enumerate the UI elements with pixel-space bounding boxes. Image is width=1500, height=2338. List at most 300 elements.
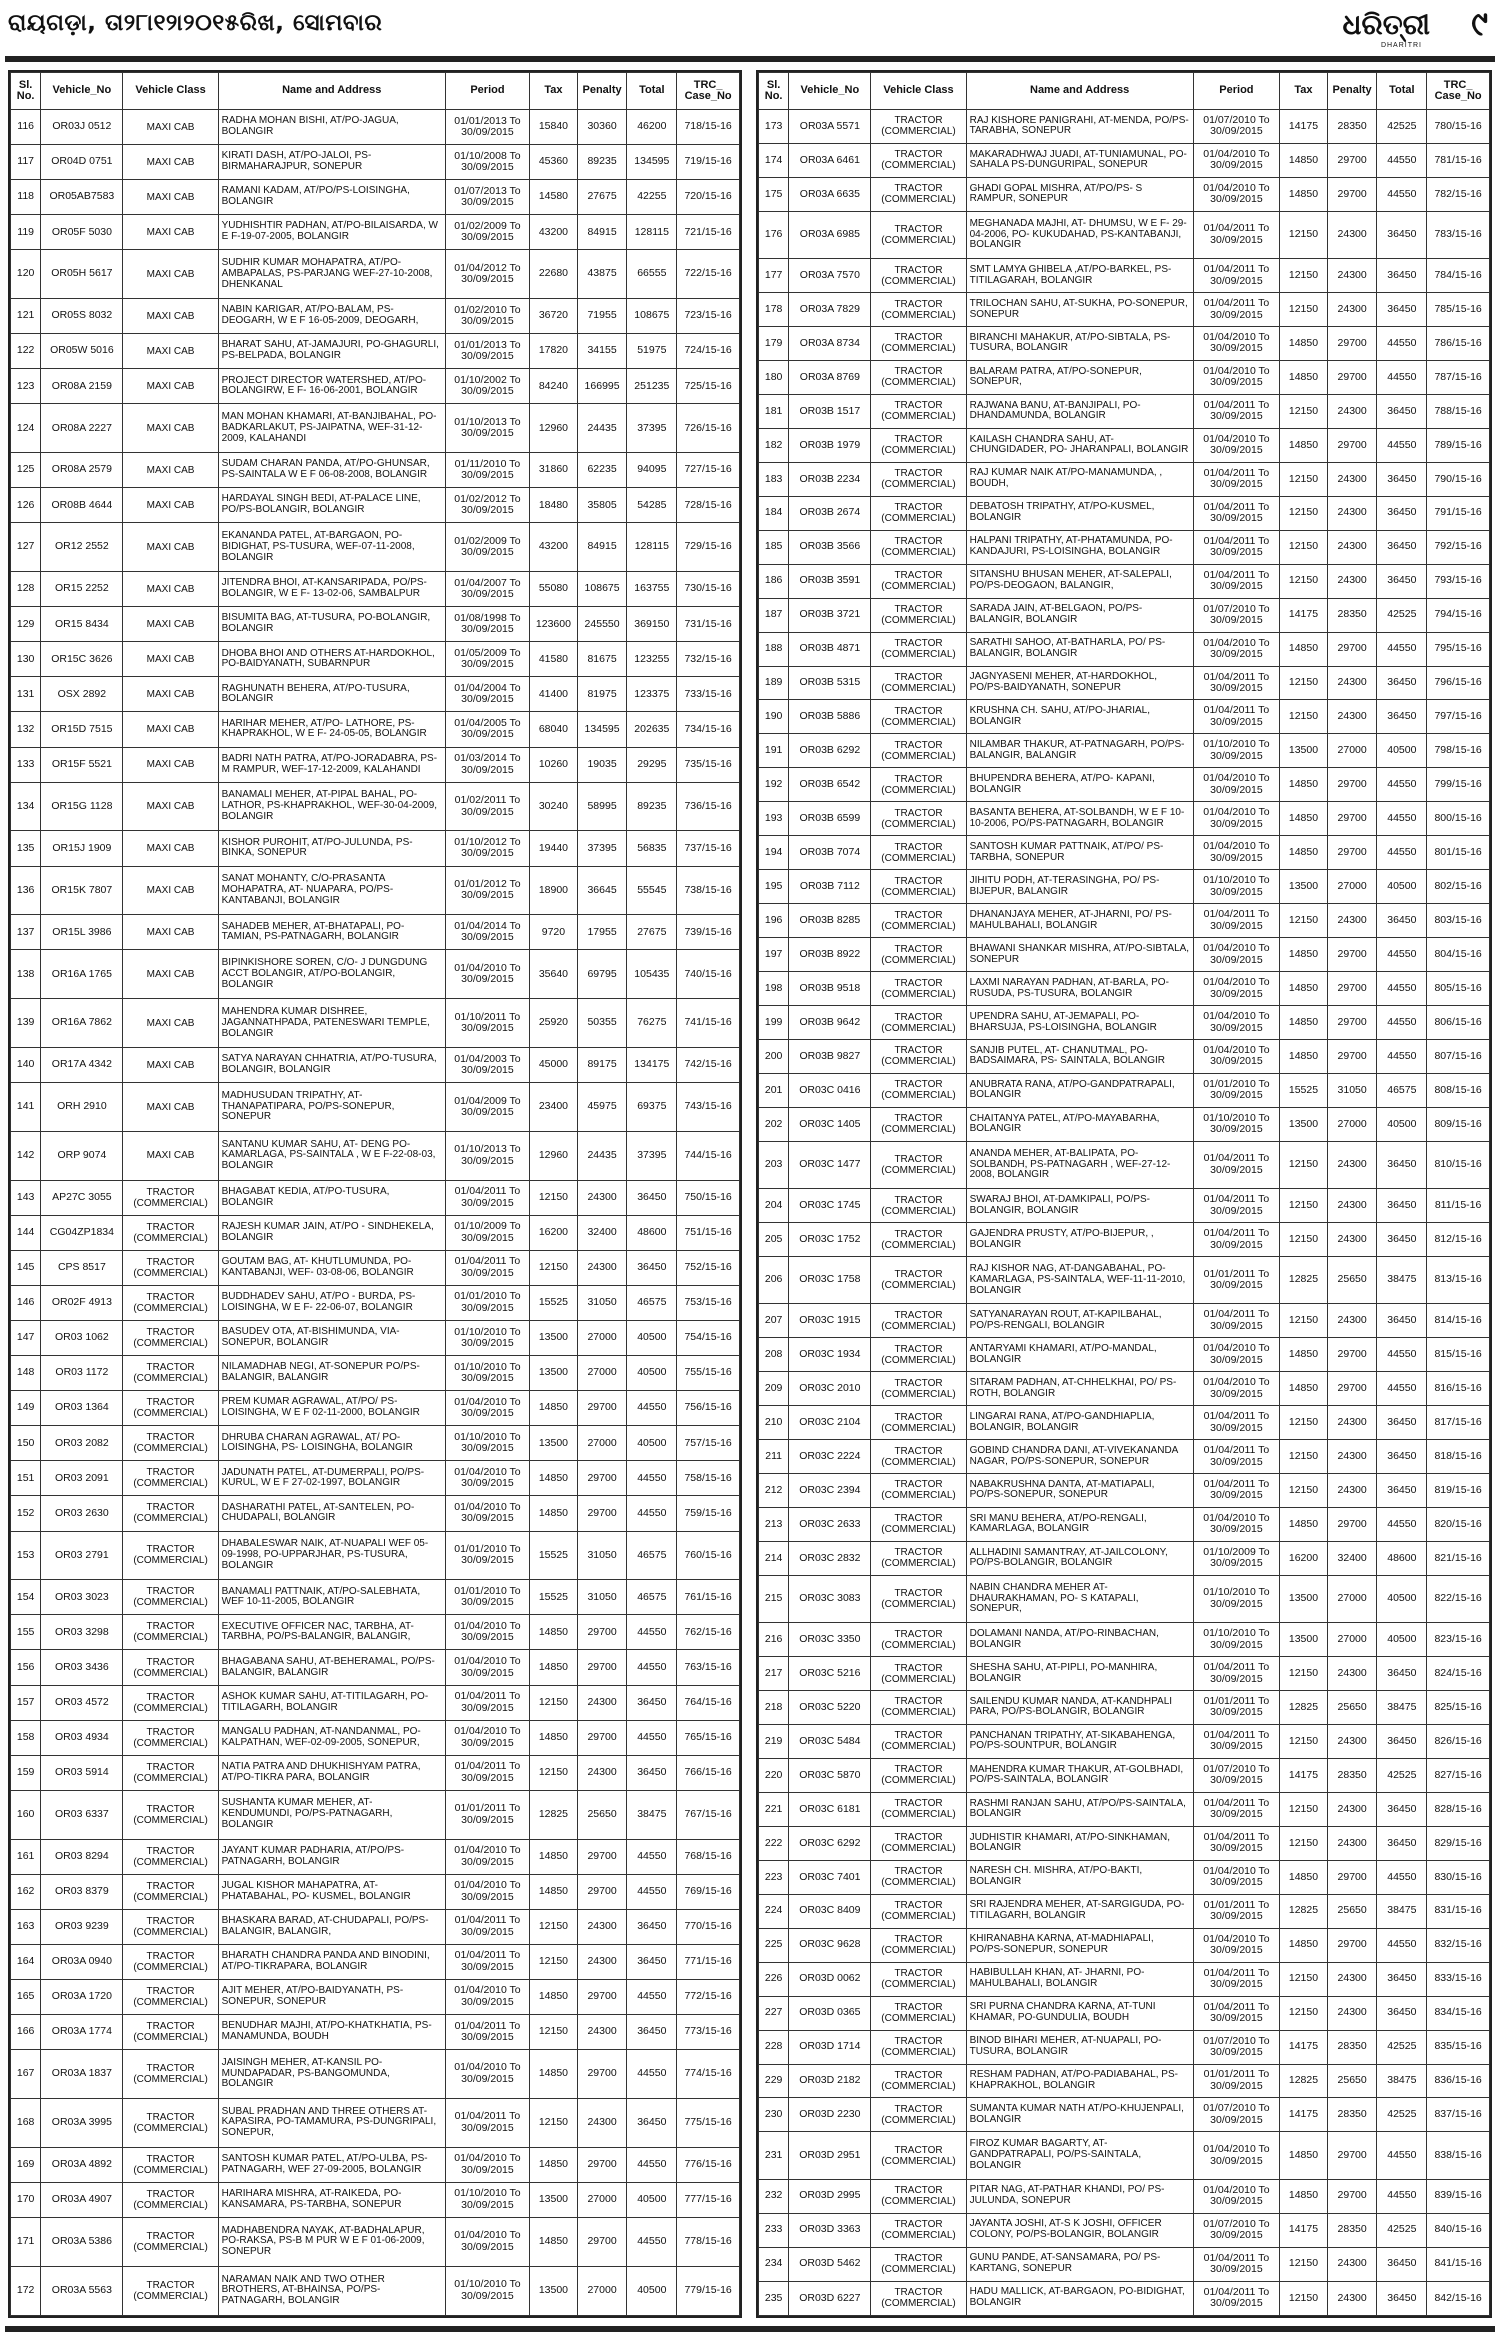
table-row bbox=[11, 1083, 740, 1132]
column-header: Name and Address bbox=[966, 73, 1193, 110]
penalty-cell: 29700 bbox=[1327, 632, 1377, 666]
tax-cell: 35640 bbox=[530, 950, 578, 999]
sl-no-cell: 140 bbox=[11, 1048, 41, 1083]
trc-case-no-cell: 821/15-16 bbox=[1427, 1541, 1490, 1575]
table-row bbox=[759, 293, 1490, 327]
table-row bbox=[759, 564, 1490, 598]
penalty-cell: 24300 bbox=[1327, 1996, 1377, 2030]
penalty-cell: 30360 bbox=[577, 110, 627, 145]
trc-case-no-cell: 838/15-16 bbox=[1427, 2132, 1490, 2179]
total-cell: 36450 bbox=[1377, 904, 1427, 938]
sl-no-cell: 209 bbox=[759, 1372, 789, 1406]
period-cell: 01/10/2009 To 30/09/2015 bbox=[1193, 1541, 1280, 1575]
tax-cell: 31860 bbox=[530, 453, 578, 488]
tax-cell: 15525 bbox=[530, 1531, 578, 1580]
vehicle-class-cell: TRACTOR (COMMERCIAL) bbox=[123, 1356, 218, 1391]
period-cell: 01/02/2012 To 30/09/2015 bbox=[445, 488, 529, 523]
table-row bbox=[759, 1691, 1490, 1725]
penalty-cell: 24300 bbox=[1327, 2247, 1377, 2281]
total-cell: 163755 bbox=[627, 572, 677, 607]
name-address-cell: BALARAM PATRA, AT/PO-SONEPUR, SONEPUR, bbox=[966, 360, 1193, 394]
trc-case-no-cell: 765/15-16 bbox=[677, 1720, 740, 1755]
total-cell: 46575 bbox=[627, 1531, 677, 1580]
tax-cell: 123600 bbox=[530, 607, 578, 642]
vehicle-class-cell: TRACTOR (COMMERCIAL) bbox=[871, 1623, 966, 1657]
vehicle-no-cell: OR03C 1405 bbox=[789, 1107, 871, 1141]
total-cell: 44550 bbox=[1377, 2179, 1427, 2213]
vehicle-no-cell: OR03A 4907 bbox=[41, 2182, 123, 2217]
tax-cell: 16200 bbox=[530, 1215, 578, 1250]
period-cell: 01/04/2010 To 30/09/2015 bbox=[1193, 1507, 1280, 1541]
penalty-cell: 34155 bbox=[577, 334, 627, 369]
period-cell: 01/01/2011 To 30/09/2015 bbox=[1193, 1257, 1280, 1304]
vehicle-no-cell: OR03 1172 bbox=[41, 1356, 123, 1391]
vehicle-class-cell: MAXI CAB bbox=[123, 369, 218, 404]
period-cell: 01/01/2010 To 30/09/2015 bbox=[445, 1285, 529, 1320]
name-address-cell: BUDDHADEV SAHU, AT/PO - BURDA, PS- LOISINGHA, W E F- 22-06-07, BOLANGIR bbox=[218, 1285, 445, 1320]
name-address-cell: SHESHA SAHU, AT-PIPLI, PO-MANHIRA, BOLANGIR bbox=[966, 1657, 1193, 1691]
period-cell: 01/04/2010 To 30/09/2015 bbox=[1193, 632, 1280, 666]
trc-case-no-cell: 791/15-16 bbox=[1427, 496, 1490, 530]
period-cell: 01/04/2011 To 30/09/2015 bbox=[445, 1685, 529, 1720]
vehicle-class-cell: TRACTOR (COMMERCIAL) bbox=[123, 1531, 218, 1580]
trc-case-no-cell: 767/15-16 bbox=[677, 1790, 740, 1839]
sl-no-cell: 185 bbox=[759, 530, 789, 564]
vehicle-class-cell: MAXI CAB bbox=[123, 334, 218, 369]
period-cell: 01/04/2005 To 30/09/2015 bbox=[445, 712, 529, 747]
name-address-cell: SUMANTA KUMAR NATH AT/PO-KHUJENPALI, BOLANGIR bbox=[966, 2098, 1193, 2132]
penalty-cell: 24300 bbox=[1327, 1189, 1377, 1223]
vehicle-no-cell: OR03C 2832 bbox=[789, 1541, 871, 1575]
trc-case-no-cell: 735/15-16 bbox=[677, 747, 740, 782]
name-address-cell: HADU MALLICK, AT-BARGAON, PO-BIDIGHAT, BOLANGIR bbox=[966, 2281, 1193, 2316]
sl-no-cell: 213 bbox=[759, 1507, 789, 1541]
name-address-cell: NARAMAN NAIK AND TWO OTHER BROTHERS, AT-BHAINSA, PO/PS-PATNAGARH, BOLANGIR bbox=[218, 2266, 445, 2315]
penalty-cell: 28350 bbox=[1327, 2098, 1377, 2132]
name-address-cell: ASHOK KUMAR SAHU, AT-TITILAGARH, PO-TITILAGARH, BOLANGIR bbox=[218, 1685, 445, 1720]
total-cell: 44550 bbox=[627, 1391, 677, 1426]
name-address-cell: MAKARADHWAJ JUADI, AT-TUNIAMUNAL, PO-SAHALA PS-DUNGURIPAL, SONEPUR bbox=[966, 143, 1193, 177]
vehicle-no-cell: OR03 2791 bbox=[41, 1531, 123, 1580]
period-cell: 01/01/2011 To 30/09/2015 bbox=[1193, 1691, 1280, 1725]
name-address-cell: BADRI NATH PATRA, AT/PO-JORADABRA, PS-M RAMPUR, WEF-17-12-2009, KALAHANDI bbox=[218, 747, 445, 782]
total-cell: 40500 bbox=[627, 2266, 677, 2315]
vehicle-class-cell: TRACTOR (COMMERCIAL) bbox=[871, 2132, 966, 2179]
tax-cell: 12150 bbox=[1280, 2281, 1328, 2316]
trc-case-no-cell: 750/15-16 bbox=[677, 1180, 740, 1215]
column-header: Vehicle_No bbox=[789, 73, 871, 110]
penalty-cell: 29700 bbox=[1327, 1040, 1377, 1074]
penalty-cell: 89235 bbox=[577, 145, 627, 180]
name-address-cell: JAGNYASENI MEHER, AT-HARDOKHOL, PO/PS-BAIDYANATH, SONEPUR bbox=[966, 666, 1193, 700]
table-row bbox=[11, 572, 740, 607]
trc-case-no-cell: 730/15-16 bbox=[677, 572, 740, 607]
trc-case-no-cell: 818/15-16 bbox=[1427, 1440, 1490, 1474]
table-row bbox=[759, 632, 1490, 666]
total-cell: 44550 bbox=[627, 2147, 677, 2182]
trc-case-no-cell: 781/15-16 bbox=[1427, 143, 1490, 177]
vehicle-no-cell: OR08A 2579 bbox=[41, 453, 123, 488]
vehicle-class-cell: TRACTOR (COMMERCIAL) bbox=[123, 2266, 218, 2315]
penalty-cell: 29700 bbox=[1327, 1372, 1377, 1406]
penalty-cell: 69795 bbox=[577, 950, 627, 999]
vehicle-class-cell: TRACTOR (COMMERCIAL) bbox=[871, 1860, 966, 1894]
tax-cell: 14175 bbox=[1280, 2213, 1328, 2247]
tax-cell: 12150 bbox=[1280, 1657, 1328, 1691]
table-row bbox=[11, 1650, 740, 1685]
name-address-cell: JIHITU PODH, AT-TERASINGHA, PO/ PS-BIJEPUR, BALANGIR bbox=[966, 870, 1193, 904]
name-address-cell: UPENDRA SAHU, AT-JEMAPALI, PO-BHARSUJA, PS-LOISINGHA, BOLANGIR bbox=[966, 1006, 1193, 1040]
table-row bbox=[759, 1304, 1490, 1338]
sl-no-cell: 230 bbox=[759, 2098, 789, 2132]
total-cell: 36450 bbox=[1377, 1724, 1427, 1758]
trc-case-no-cell: 809/15-16 bbox=[1427, 1107, 1490, 1141]
trc-case-no-cell: 740/15-16 bbox=[677, 950, 740, 999]
vehicle-class-cell: TRACTOR (COMMERCIAL) bbox=[871, 1073, 966, 1107]
total-cell: 44550 bbox=[627, 1650, 677, 1685]
table-row bbox=[759, 2098, 1490, 2132]
penalty-cell: 27000 bbox=[577, 2266, 627, 2315]
total-cell: 36450 bbox=[1377, 1962, 1427, 1996]
tax-cell: 14850 bbox=[530, 1874, 578, 1909]
vehicle-no-cell: OR08A 2159 bbox=[41, 369, 123, 404]
trc-case-no-cell: 824/15-16 bbox=[1427, 1657, 1490, 1691]
tax-cell: 12825 bbox=[1280, 2064, 1328, 2098]
sl-no-cell: 169 bbox=[11, 2147, 41, 2182]
trc-case-no-cell: 771/15-16 bbox=[677, 1944, 740, 1979]
sl-no-cell: 163 bbox=[11, 1909, 41, 1944]
vehicle-no-cell: OR03C 1758 bbox=[789, 1257, 871, 1304]
name-address-cell: ALLHADINI SAMANTRAY, AT-JAILCOLONY, PO/PS-BOLANGIR, BOLANGIR bbox=[966, 1541, 1193, 1575]
vehicle-no-cell: OR03B 9642 bbox=[789, 1006, 871, 1040]
total-cell: 36450 bbox=[1377, 1304, 1427, 1338]
vehicle-class-cell: MAXI CAB bbox=[123, 404, 218, 453]
vehicle-class-cell: TRACTOR (COMMERCIAL) bbox=[123, 1944, 218, 1979]
sl-no-cell: 158 bbox=[11, 1720, 41, 1755]
sl-no-cell: 123 bbox=[11, 369, 41, 404]
sl-no-cell: 207 bbox=[759, 1304, 789, 1338]
vehicle-class-cell: TRACTOR (COMMERCIAL) bbox=[871, 768, 966, 802]
penalty-cell: 25650 bbox=[1327, 1691, 1377, 1725]
trc-case-no-cell: 725/15-16 bbox=[677, 369, 740, 404]
trc-case-no-cell: 742/15-16 bbox=[677, 1048, 740, 1083]
penalty-cell: 71955 bbox=[577, 299, 627, 334]
penalty-cell: 29700 bbox=[1327, 428, 1377, 462]
period-cell: 01/04/2010 To 30/09/2015 bbox=[1193, 1860, 1280, 1894]
period-cell: 01/07/2010 To 30/09/2015 bbox=[1193, 2213, 1280, 2247]
table-row bbox=[759, 1826, 1490, 1860]
trc-case-no-cell: 841/15-16 bbox=[1427, 2247, 1490, 2281]
vehicle-class-cell: TRACTOR (COMMERCIAL) bbox=[871, 1006, 966, 1040]
penalty-cell: 29700 bbox=[1327, 360, 1377, 394]
penalty-cell: 29700 bbox=[577, 1461, 627, 1496]
trc-case-no-cell: 828/15-16 bbox=[1427, 1792, 1490, 1826]
name-address-cell: NILAMBAR THAKUR, AT-PATNAGARH, PO/PS-BALANGIR, BALANGIR bbox=[966, 734, 1193, 768]
period-cell: 01/04/2010 To 30/09/2015 bbox=[1193, 836, 1280, 870]
name-address-cell: MADHABENDRA NAYAK, AT-BADHALAPUR, PO-RAKSA, PS-B M PUR W E F 01-06-2009, SONEPUR bbox=[218, 2217, 445, 2266]
penalty-cell: 29700 bbox=[577, 1615, 627, 1650]
sl-no-cell: 196 bbox=[759, 904, 789, 938]
table-row bbox=[759, 1623, 1490, 1657]
period-cell: 01/10/2010 To 30/09/2015 bbox=[445, 1426, 529, 1461]
trc-case-no-cell: 783/15-16 bbox=[1427, 211, 1490, 258]
total-cell: 134595 bbox=[627, 145, 677, 180]
vehicle-class-cell: TRACTOR (COMMERCIAL) bbox=[871, 564, 966, 598]
total-cell: 69375 bbox=[627, 1083, 677, 1132]
trc-case-no-cell: 785/15-16 bbox=[1427, 293, 1490, 327]
total-cell: 251235 bbox=[627, 369, 677, 404]
trc-case-no-cell: 723/15-16 bbox=[677, 299, 740, 334]
name-address-cell: SANTOSH KUMAR PATEL, AT/PO-ULBA, PS- PATNAGARH, WEF 27-09-2005, BOLANGIR bbox=[218, 2147, 445, 2182]
vehicle-no-cell: OR03J 0512 bbox=[41, 110, 123, 145]
trc-case-no-cell: 721/15-16 bbox=[677, 215, 740, 250]
name-address-cell: GUNU PANDE, AT-SANSAMARA, PO/ PS-KARTANG, SONEPUR bbox=[966, 2247, 1193, 2281]
vehicle-no-cell: OR03C 5870 bbox=[789, 1758, 871, 1792]
tax-cell: 12150 bbox=[1280, 211, 1328, 258]
total-cell: 44550 bbox=[1377, 327, 1427, 361]
sl-no-cell: 232 bbox=[759, 2179, 789, 2213]
total-cell: 40500 bbox=[627, 2182, 677, 2217]
period-cell: 01/04/2011 To 30/09/2015 bbox=[1193, 1406, 1280, 1440]
vehicle-no-cell: OR03B 7112 bbox=[789, 870, 871, 904]
trc-case-no-cell: 752/15-16 bbox=[677, 1250, 740, 1285]
period-cell: 01/04/2010 To 30/09/2015 bbox=[1193, 768, 1280, 802]
penalty-cell: 29700 bbox=[1327, 177, 1377, 211]
vehicle-no-cell: OR03 5914 bbox=[41, 1755, 123, 1790]
table-row bbox=[759, 1894, 1490, 1928]
table-row bbox=[11, 747, 740, 782]
name-address-cell: NILAMADHAB NEGI, AT-SONEPUR PO/PS-BALANGIR, BALANGIR bbox=[218, 1356, 445, 1391]
name-address-cell: BASANTA BEHERA, AT-SOLBANDH, W E F 10-10-2006, PO/PS-PATNAGARH, BOLANGIR bbox=[966, 802, 1193, 836]
table-row bbox=[759, 1962, 1490, 1996]
penalty-cell: 24300 bbox=[1327, 700, 1377, 734]
name-address-cell: GAJENDRA PRUSTY, AT/PO-BIJEPUR, , BOLANGIR bbox=[966, 1223, 1193, 1257]
trc-case-no-cell: 756/15-16 bbox=[677, 1391, 740, 1426]
table-row bbox=[11, 1755, 740, 1790]
sl-no-cell: 130 bbox=[11, 642, 41, 677]
penalty-cell: 29700 bbox=[577, 1391, 627, 1426]
sl-no-cell: 145 bbox=[11, 1250, 41, 1285]
vehicle-no-cell: OR03B 5886 bbox=[789, 700, 871, 734]
vehicle-no-cell: OR03C 7401 bbox=[789, 1860, 871, 1894]
tax-cell: 14850 bbox=[1280, 1006, 1328, 1040]
column-header: Tax bbox=[1280, 73, 1328, 110]
vehicle-class-cell: TRACTOR (COMMERCIAL) bbox=[871, 496, 966, 530]
table-row bbox=[11, 2266, 740, 2315]
vehicle-no-cell: OR03B 1517 bbox=[789, 394, 871, 428]
trc-case-no-cell: 726/15-16 bbox=[677, 404, 740, 453]
tax-cell: 23400 bbox=[530, 1083, 578, 1132]
table-row bbox=[11, 1874, 740, 1909]
table-row bbox=[759, 143, 1490, 177]
sl-no-cell: 161 bbox=[11, 1839, 41, 1874]
vehicle-no-cell: OR16A 1765 bbox=[41, 950, 123, 999]
trc-case-no-cell: 724/15-16 bbox=[677, 334, 740, 369]
table-row bbox=[11, 915, 740, 950]
tax-cell: 15525 bbox=[530, 1285, 578, 1320]
table-row bbox=[11, 1531, 740, 1580]
trc-case-no-cell: 766/15-16 bbox=[677, 1755, 740, 1790]
total-cell: 36450 bbox=[627, 1250, 677, 1285]
sl-no-cell: 184 bbox=[759, 496, 789, 530]
sl-no-cell: 178 bbox=[759, 293, 789, 327]
sl-no-cell: 159 bbox=[11, 1755, 41, 1790]
sl-no-cell: 198 bbox=[759, 972, 789, 1006]
vehicle-class-cell: TRACTOR (COMMERCIAL) bbox=[871, 1040, 966, 1074]
vehicle-no-cell: OR03D 2230 bbox=[789, 2098, 871, 2132]
table-row bbox=[11, 215, 740, 250]
vehicle-no-cell: OR12 2552 bbox=[41, 523, 123, 572]
sl-no-cell: 202 bbox=[759, 1107, 789, 1141]
vehicle-no-cell: OR03B 7074 bbox=[789, 836, 871, 870]
trc-case-no-cell: 790/15-16 bbox=[1427, 462, 1490, 496]
tax-cell: 16200 bbox=[1280, 1541, 1328, 1575]
tax-cell: 13500 bbox=[1280, 870, 1328, 904]
tax-cell: 55080 bbox=[530, 572, 578, 607]
table-row bbox=[759, 1657, 1490, 1691]
penalty-cell: 29700 bbox=[1327, 1507, 1377, 1541]
trc-case-no-cell: 816/15-16 bbox=[1427, 1372, 1490, 1406]
penalty-cell: 24300 bbox=[577, 1755, 627, 1790]
period-cell: 01/02/2010 To 30/09/2015 bbox=[445, 299, 529, 334]
tax-cell: 12150 bbox=[1280, 1223, 1328, 1257]
period-cell: 01/04/2011 To 30/09/2015 bbox=[1193, 904, 1280, 938]
trc-case-no-cell: 835/15-16 bbox=[1427, 2030, 1490, 2064]
table-row bbox=[11, 2147, 740, 2182]
vehicle-no-cell: OR03D 0365 bbox=[789, 1996, 871, 2030]
vehicle-class-cell: TRACTOR (COMMERCIAL) bbox=[871, 1406, 966, 1440]
sl-no-cell: 126 bbox=[11, 488, 41, 523]
sl-no-cell: 226 bbox=[759, 1962, 789, 1996]
trc-case-no-cell: 807/15-16 bbox=[1427, 1040, 1490, 1074]
period-cell: 01/04/2010 To 30/09/2015 bbox=[1193, 428, 1280, 462]
sl-no-cell: 176 bbox=[759, 211, 789, 258]
vehicle-class-cell: TRACTOR (COMMERCIAL) bbox=[871, 734, 966, 768]
penalty-cell: 29700 bbox=[577, 1720, 627, 1755]
vehicle-class-cell: MAXI CAB bbox=[123, 950, 218, 999]
vehicle-no-cell: OR03B 5315 bbox=[789, 666, 871, 700]
penalty-cell: 25650 bbox=[1327, 1257, 1377, 1304]
name-address-cell: HARDAYAL SINGH BEDI, AT-PALACE LINE, PO/PS-BOLANGIR, BOLANGIR bbox=[218, 488, 445, 523]
sl-no-cell: 171 bbox=[11, 2217, 41, 2266]
trc-case-no-cell: 805/15-16 bbox=[1427, 972, 1490, 1006]
vehicle-class-cell: MAXI CAB bbox=[123, 250, 218, 299]
sl-no-cell: 227 bbox=[759, 1996, 789, 2030]
vehicle-no-cell: OR03A 4892 bbox=[41, 2147, 123, 2182]
penalty-cell: 28350 bbox=[1327, 2213, 1377, 2247]
trc-case-no-cell: 808/15-16 bbox=[1427, 1073, 1490, 1107]
name-address-cell: BHUPENDRA BEHERA, AT/PO- KAPANI, BOLANGIR bbox=[966, 768, 1193, 802]
table-row bbox=[11, 607, 740, 642]
tax-cell: 12150 bbox=[1280, 1304, 1328, 1338]
vehicle-no-cell: OR03C 5484 bbox=[789, 1724, 871, 1758]
vehicle-no-cell: OR03C 1934 bbox=[789, 1338, 871, 1372]
right-table-body bbox=[759, 110, 1490, 2316]
name-address-cell: NATIA PATRA AND DHUKHISHYAM PATRA, AT/PO-TIKRA PARA, BOLANGIR bbox=[218, 1755, 445, 1790]
vehicle-class-cell: TRACTOR (COMMERCIAL) bbox=[871, 1657, 966, 1691]
name-address-cell: SANTANU KUMAR SAHU, AT- DENG PO- KAMARLAGA, PS-SAINTALA , W E F-22-08-03, BOLANGIR bbox=[218, 1131, 445, 1180]
vehicle-class-cell: MAXI CAB bbox=[123, 1048, 218, 1083]
total-cell: 36450 bbox=[1377, 211, 1427, 258]
penalty-cell: 84915 bbox=[577, 215, 627, 250]
sl-no-cell: 134 bbox=[11, 782, 41, 831]
vehicle-class-cell: TRACTOR (COMMERCIAL) bbox=[871, 598, 966, 632]
table-row bbox=[759, 1928, 1490, 1962]
vehicle-no-cell: OR03A 6635 bbox=[789, 177, 871, 211]
total-cell: 36450 bbox=[627, 1180, 677, 1215]
tax-cell: 12150 bbox=[1280, 462, 1328, 496]
table-row bbox=[759, 496, 1490, 530]
vehicle-no-cell: OR03C 8409 bbox=[789, 1894, 871, 1928]
vehicle-no-cell: OR04D 0751 bbox=[41, 145, 123, 180]
vehicle-no-cell: OR08B 4644 bbox=[41, 488, 123, 523]
vehicle-no-cell: OR03B 6292 bbox=[789, 734, 871, 768]
trc-case-no-cell: 794/15-16 bbox=[1427, 598, 1490, 632]
tax-cell: 14850 bbox=[1280, 1928, 1328, 1962]
name-address-cell: SUDAM CHARAN PANDA, AT/PO-GHUNSAR, PS-SAINTALA W E F 06-08-2008, BOLANGIR bbox=[218, 453, 445, 488]
tax-cell: 12150 bbox=[1280, 1189, 1328, 1223]
vehicle-class-cell: TRACTOR (COMMERCIAL) bbox=[871, 1507, 966, 1541]
penalty-cell: 32400 bbox=[577, 1215, 627, 1250]
tax-cell: 12150 bbox=[1280, 1996, 1328, 2030]
trc-case-no-cell: 804/15-16 bbox=[1427, 938, 1490, 972]
sl-no-cell: 200 bbox=[759, 1040, 789, 1074]
vehicle-class-cell: MAXI CAB bbox=[123, 866, 218, 915]
vehicle-class-cell: TRACTOR (COMMERCIAL) bbox=[123, 1874, 218, 1909]
penalty-cell: 25650 bbox=[1327, 2064, 1377, 2098]
vehicle-class-cell: TRACTOR (COMMERCIAL) bbox=[871, 293, 966, 327]
total-cell: 36450 bbox=[1377, 462, 1427, 496]
trc-case-no-cell: 761/15-16 bbox=[677, 1580, 740, 1615]
period-cell: 01/04/2010 To 30/09/2015 bbox=[1193, 1372, 1280, 1406]
table-row bbox=[759, 1073, 1490, 1107]
name-address-cell: RAJESH KUMAR JAIN, AT/PO - SINDHEKELA, BOLANGIR bbox=[218, 1215, 445, 1250]
vehicle-no-cell: OR15L 3986 bbox=[41, 915, 123, 950]
column-header: Penalty bbox=[1327, 73, 1377, 110]
name-address-cell: FIROZ KUMAR BAGARTY, AT-GANDPATRAPALI, PO/PS-SAINTALA, BOLANGIR bbox=[966, 2132, 1193, 2179]
tax-cell: 14850 bbox=[1280, 360, 1328, 394]
penalty-cell: 24300 bbox=[1327, 1657, 1377, 1691]
total-cell: 42525 bbox=[1377, 2098, 1427, 2132]
trc-case-no-cell: 760/15-16 bbox=[677, 1531, 740, 1580]
vehicle-class-cell: TRACTOR (COMMERCIAL) bbox=[871, 1691, 966, 1725]
period-cell: 01/04/2010 To 30/09/2015 bbox=[1193, 2132, 1280, 2179]
period-cell: 01/04/2010 To 30/09/2015 bbox=[1193, 1040, 1280, 1074]
sl-no-cell: 117 bbox=[11, 145, 41, 180]
table-row bbox=[11, 999, 740, 1048]
penalty-cell: 24300 bbox=[577, 1944, 627, 1979]
sl-no-cell: 129 bbox=[11, 607, 41, 642]
name-address-cell: KRUSHNA CH. SAHU, AT/PO-JHARIAL, BOLANGIR bbox=[966, 700, 1193, 734]
name-address-cell: BISUMITA BAG, AT-TUSURA, PO-BOLANGIR, BOLANGIR bbox=[218, 607, 445, 642]
vehicle-no-cell: OR03B 3566 bbox=[789, 530, 871, 564]
trc-case-no-cell: 738/15-16 bbox=[677, 866, 740, 915]
period-cell: 01/04/2003 To 30/09/2015 bbox=[445, 1048, 529, 1083]
vehicle-no-cell: OR15 2252 bbox=[41, 572, 123, 607]
vehicle-no-cell: OR05H 5617 bbox=[41, 250, 123, 299]
column-header: Vehicle_No bbox=[41, 73, 123, 110]
penalty-cell: 27000 bbox=[1327, 1107, 1377, 1141]
period-cell: 01/04/2010 To 30/09/2015 bbox=[1193, 972, 1280, 1006]
total-cell: 29295 bbox=[627, 747, 677, 782]
penalty-cell: 29700 bbox=[1327, 836, 1377, 870]
penalty-cell: 24300 bbox=[1327, 1474, 1377, 1508]
vehicle-class-cell: TRACTOR (COMMERCIAL) bbox=[871, 1724, 966, 1758]
sl-no-cell: 132 bbox=[11, 712, 41, 747]
tax-cell: 9720 bbox=[530, 915, 578, 950]
vehicle-no-cell: OR03C 9628 bbox=[789, 1928, 871, 1962]
table-row bbox=[759, 700, 1490, 734]
